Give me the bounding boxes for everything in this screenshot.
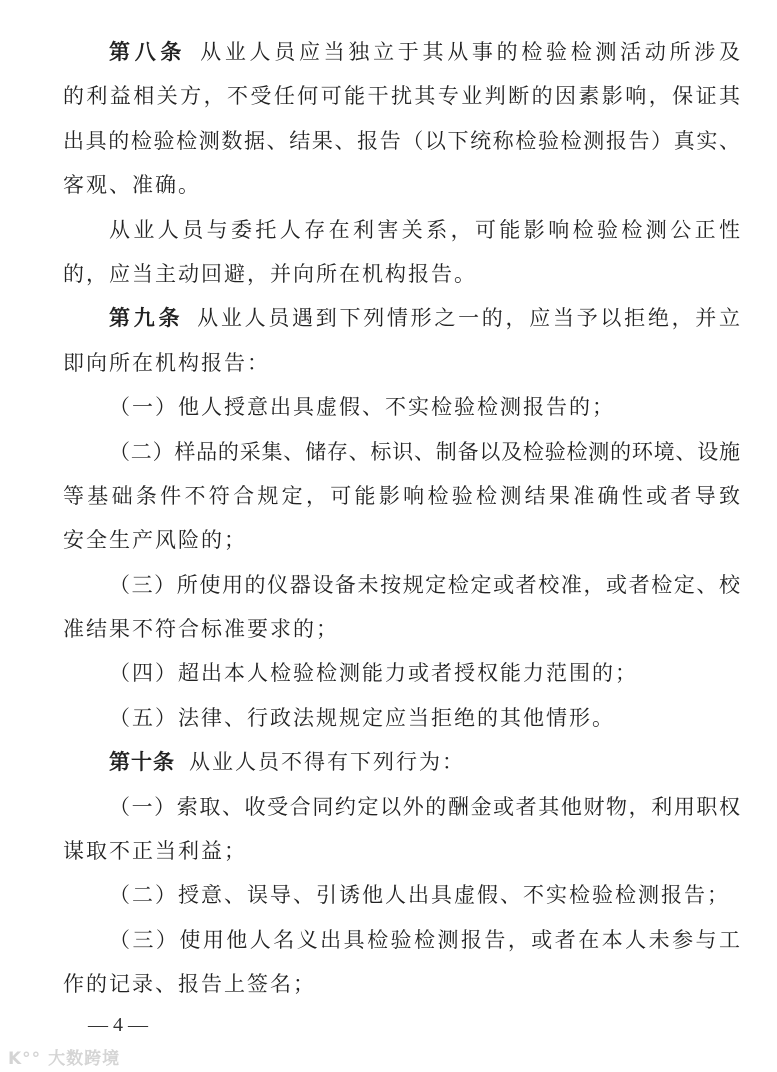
paragraph-line: 准结果不符合标准要求的； (63, 617, 339, 642)
paragraph-line: 第九条 从业人员遇到下列情形之一的，应当予以拒绝，并立 (109, 306, 741, 331)
article-heading: 第九条 (109, 306, 184, 331)
paragraph-line: 出具的检验检测数据、结果、报告（以下统称检验检测报告）真实、 (63, 128, 740, 153)
paragraph-line: 第十条 从业人员不得有下列行为： (109, 750, 465, 775)
paragraph-line: 的，应当主动回避，并向所在机构报告。 (63, 261, 477, 286)
paragraph-line: 等基础条件不符合规定，可能影响检验检测结果准确性或者导致 (63, 483, 740, 508)
paragraph-line: （一）他人授意出具虚假、不实检验检测报告的； (109, 395, 615, 420)
paragraph-line: 客观、准确。 (63, 173, 201, 198)
paragraph-line: 作的记录、报告上签名； (63, 972, 316, 997)
paragraph-line: （五）法律、行政法规规定应当拒绝的其他情形。 (109, 705, 615, 730)
paragraph-line: 从业人员与委托人存在利害关系，可能影响检验检测公正性 (109, 217, 740, 242)
paragraph-line: （三）所使用的仪器设备未按规定检定或者校准，或者检定、校 (109, 572, 740, 597)
page-number: — 4 — (88, 1014, 148, 1036)
paragraph-line: 的利益相关方，不受任何可能干扰其专业判断的因素影响，保证其 (63, 84, 740, 109)
paragraph-line: 即向所在机构报告： (63, 350, 270, 375)
paragraph-line: （三）使用他人名义出具检验检测报告，或者在本人未参与工 (109, 927, 740, 952)
watermark-logo: K°° 大数跨境 (8, 1049, 121, 1069)
document-body (63, 30, 740, 1007)
article-heading: 第八条 (109, 40, 187, 64)
paragraph-line: （一）索取、收受合同约定以外的酬金或者其他财物，利用职权 (109, 794, 740, 819)
paragraph-line: 安全生产风险的； (63, 528, 247, 553)
paragraph-line: （二）授意、误导、引诱他人出具虚假、不实检验检测报告； (109, 883, 730, 908)
paragraph-line: （四）超出本人检验检测能力或者授权能力范围的； (109, 661, 638, 686)
paragraph-line: 谋取不正当利益； (63, 839, 247, 864)
article-heading: 第十条 (109, 750, 175, 775)
paragraph-line: 第八条 从业人员应当独立于其从事的检验检测活动所涉及 (109, 40, 740, 64)
paragraph-line: （二）样品的采集、储存、标识、制备以及检验检测的环境、设施 (109, 439, 740, 464)
